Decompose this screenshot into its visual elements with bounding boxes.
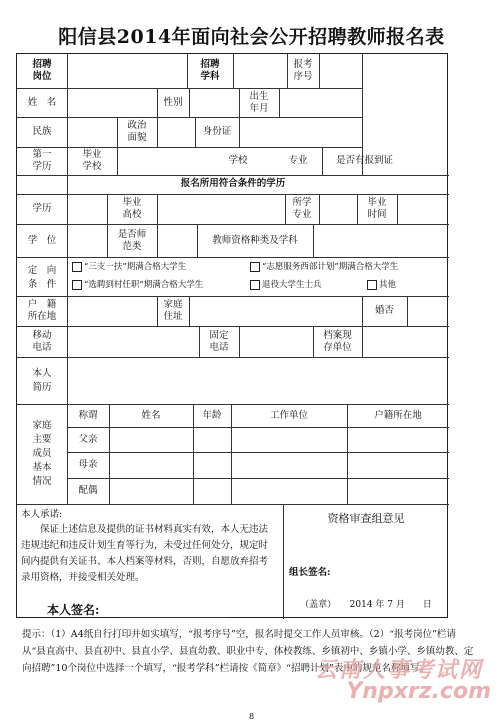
- checkbox-other[interactable]: [367, 280, 377, 290]
- col-line: [319, 194, 320, 224]
- review-title: 资格审查组意见: [327, 512, 405, 525]
- pledge-sign: 本人签名:: [47, 603, 100, 617]
- label-registered: 是否有报到证: [335, 155, 393, 166]
- option-village-official: “选聘到村任职”期满合格大学生: [84, 280, 204, 290]
- watermark-text: 云南人事考试网: [314, 658, 483, 683]
- sign-underline: [119, 617, 229, 618]
- row-line: [17, 257, 449, 258]
- label-hukou: 户 籍 所在地: [27, 299, 57, 322]
- col-line: [279, 88, 280, 117]
- section-title: 报名所用符合条件的学历: [180, 178, 286, 189]
- row-line: [17, 404, 449, 405]
- option-sanzhiyifu: “三支一扶”期满合格大学生: [84, 262, 187, 272]
- col-line: [397, 194, 398, 224]
- row-line: [17, 224, 449, 225]
- review-leader-sign: 组长签名:: [289, 567, 331, 578]
- family-member-spouse: 配偶: [78, 485, 98, 496]
- family-header-age: 年龄: [202, 410, 222, 421]
- label-post: 招聘 岗位: [32, 59, 52, 82]
- col-line: [362, 326, 363, 357]
- label-birth: 出生 年月: [249, 91, 269, 114]
- label-home-address: 家庭 住址: [163, 299, 183, 322]
- form-title: 阳信县2014年面向社会公开招聘教师报名表: [58, 26, 445, 48]
- family-header-name: 姓名: [141, 410, 161, 421]
- row-line: [67, 427, 449, 428]
- label-archive: 档案现 存单位: [323, 330, 352, 353]
- label-ethnicity: 民族: [32, 126, 52, 137]
- option-western-volunteer: “志愿服务西部计划”期满合格大学生: [262, 262, 399, 272]
- family-header-work: 工作单位: [269, 410, 308, 421]
- family-header-hukou: 户籍所在地: [374, 410, 422, 421]
- checkbox-sanzhiyifu[interactable]: [72, 262, 82, 272]
- col-line: [313, 224, 314, 257]
- label-resume: 本人 简历: [32, 368, 52, 393]
- row-line: [17, 117, 362, 118]
- col-line: [157, 194, 158, 224]
- row-line: [17, 296, 449, 297]
- row-line: [17, 194, 449, 195]
- label-landline: 固定 电话: [209, 330, 229, 353]
- checkbox-western-volunteer[interactable]: [250, 262, 260, 272]
- label-gender: 性别: [163, 97, 183, 108]
- label-normal: 是否师 范类: [117, 229, 147, 252]
- label-qualification: 教师资格种类及学科: [212, 235, 298, 246]
- label-education: 学历: [32, 203, 52, 214]
- col-line: [157, 117, 158, 147]
- col-line: [117, 147, 118, 175]
- family-member-father: 父亲: [78, 434, 98, 445]
- label-id-card: 身份证: [202, 126, 232, 137]
- label-degree: 学 位: [27, 235, 57, 246]
- col-line: [319, 54, 320, 88]
- col-line: [157, 224, 158, 257]
- label-married: 婚否: [374, 305, 394, 316]
- option-veteran: 退役大学生士兵: [262, 280, 322, 290]
- label-political: 政治 面貌: [127, 120, 147, 143]
- col-line: [189, 88, 190, 117]
- checkbox-veteran[interactable]: [250, 280, 260, 290]
- instructions-note: 提示：（1）A4纸自行打印并如实填写，“报考序号”空，报名时提交工作人员审核。（2）“报考岗位”栏请从“县直高中、县直初中、县直小学、县直幼教、职业中专、体校教练、乡镇初中、乡镇小学、乡镇幼教、定向招聘”10个岗位中选择一个填写，“报考学科”栏请按《简章》“招聘计划”表中的规范名称填写。: [22, 629, 474, 674]
- option-other: 其他: [379, 280, 397, 290]
- registration-form: [16, 53, 448, 618]
- pledge-body: 保证上述信息及提供的证书材料真实有效，本人无违法违规违纪和违反计划生育等行为，未受过任何处分，规定时间内提供有关证书、本人档案等材料，否则，自愿放弃招考录用资格，并接受相关处理。: [21, 524, 269, 583]
- label-university: 毕业 高校: [122, 197, 142, 220]
- checkbox-village-official[interactable]: [72, 280, 82, 290]
- row-line: [17, 175, 449, 176]
- col-line: [233, 54, 234, 88]
- label-subject: 招聘 学科: [200, 59, 220, 82]
- row-line: [67, 478, 449, 479]
- label-family: 家庭 主要 成员 基本 情况: [32, 420, 52, 487]
- page-number: 8: [248, 712, 255, 721]
- label-exam-no: 报考 序号: [293, 59, 313, 82]
- watermark-url: Ynpxrz.com: [346, 679, 491, 704]
- row-line: [17, 147, 362, 148]
- label-major-studied: 所学 专业: [292, 197, 312, 220]
- col-line: [239, 326, 240, 357]
- row-line: [17, 326, 449, 327]
- row-line: [17, 504, 449, 505]
- label-major: 专业: [288, 155, 308, 166]
- col-line: [189, 296, 190, 326]
- label-grad-school: 毕业 学校: [82, 149, 102, 172]
- family-header-relation: 称谓: [78, 410, 98, 421]
- row-line: [17, 357, 449, 358]
- review-seal-date: （盖章） 2014 年 7 月 日: [300, 600, 432, 610]
- label-directed: 定 向 条 件: [27, 265, 57, 290]
- col-line: [239, 117, 240, 147]
- label-first-degree: 第一 学历: [32, 149, 52, 172]
- label-grad-time: 毕业 时间: [367, 197, 387, 220]
- label-name: 姓 名: [27, 97, 57, 108]
- label-mobile: 移动 电话: [32, 330, 52, 353]
- pledge-head: 本人承诺:: [21, 509, 63, 520]
- row-line: [67, 452, 449, 453]
- col-line: [407, 296, 408, 326]
- family-member-mother: 母亲: [78, 459, 98, 470]
- label-school: 学校: [228, 155, 248, 166]
